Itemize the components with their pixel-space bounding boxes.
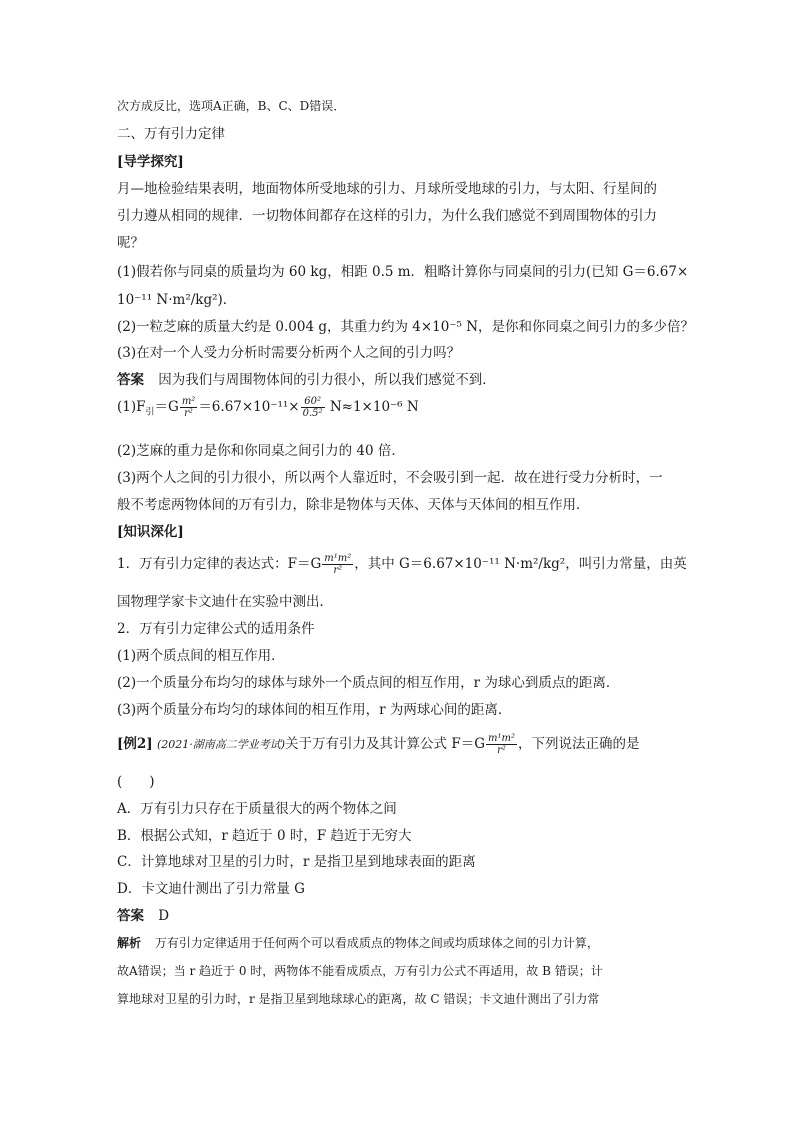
question-1-cont: 10⁻¹¹ N·m²/kg²)． (117, 292, 237, 308)
knowledge-2-item: (1)两个质点间的相互作用． (117, 648, 285, 664)
intro-line: 呢？ (117, 235, 144, 251)
section-title: 二、万有引力定律 (117, 126, 225, 142)
fraction-denominator: 0.5² (302, 408, 323, 419)
example-answer-label: 答案 (117, 908, 144, 924)
option-d: D．卡文迪什测出了引力常量 G (117, 881, 305, 897)
option-c: C．计算地球对卫星的引力时，r 是指卫星到地球表面的距离 (117, 854, 476, 870)
fraction-numerator: 60² (301, 396, 325, 408)
fraction-numerator: m² (181, 396, 196, 407)
calc-lhs: (1)F (117, 399, 146, 415)
calc-sub: 引 (145, 407, 155, 418)
answer-line (117, 371, 496, 389)
previous-text-line: 次方成反比，选项A正确，B、C、D错误． (117, 99, 346, 113)
example-2 (117, 733, 639, 756)
calc-mid: ＝6.67×10⁻¹¹× (198, 399, 300, 415)
k1-pre: 1．万有引力定律的表达式：F＝G (117, 556, 322, 572)
intro-line: 引力遵从相同的规律．一切物体间都存在这样的引力，为什么我们感觉不到周围物体的引力 (117, 208, 657, 224)
fraction-numerator: m¹m² (324, 553, 352, 564)
fraction (180, 396, 198, 419)
example-pre: 关于万有引力及其计算公式 F＝G (285, 736, 485, 752)
question-1: (1)假若你与同桌的质量均为 60 kg，相距 0.5 m．粗略计算你与同桌间的引力(已知 G＝6.67× (117, 264, 689, 280)
calc-rhs: N≈1×10⁻⁶ N (325, 399, 419, 415)
analysis-line: 算地球对卫星的引力时，r 是指卫星到地球球心的距离，故 C 错误；卡文迪什测出了引力常 (117, 992, 600, 1006)
knowledge-2-item: (3)两个质量分布均匀的球体间的相互作用，r 为两球心间的距离． (117, 702, 512, 718)
option-b: B．根据公式知，r 趋近于 0 时，F 趋近于无穷大 (117, 828, 412, 844)
knowledge-2-item: (2)一个质量分布均匀的球体与球外一个质点间的相互作用，r 为球心到质点的距离． (117, 675, 620, 691)
analysis-label: 解析 (117, 936, 142, 950)
calc-formula (117, 396, 419, 422)
question-3: (3)在对一个人受力分析时需要分析两个人之间的引力吗？ (117, 345, 461, 361)
fraction-denominator: r² (497, 745, 506, 756)
intro-line: 月—地检验结果表明，地面物体所受地球的引力、月球所受地球的引力，与太阳、行星间的 (117, 181, 657, 197)
example-answer (117, 907, 169, 925)
question-2: (2)一粒芝麻的质量大约是 0.004 g，其重力约为 4×10⁻⁵ N，是你和你同桌之间引力的多少倍？ (117, 319, 695, 335)
deepen-tag: [知识深化] (117, 524, 184, 540)
calc-eq: ＝G (154, 399, 179, 415)
analysis-text: 万有引力定律适用于任何两个可以看成质点的物体之间或均质球体之间的引力计算， (154, 936, 599, 950)
example-answer-value: D (158, 908, 170, 924)
answer-2: (2)芝麻的重力是你和你同桌之间引力的 40 倍． (117, 443, 405, 459)
knowledge-1-cont: 国物理学家卡文迪什在实验中测出． (117, 594, 333, 610)
analysis-line (117, 934, 599, 952)
answer-3-cont: 般不考虑两物体间的万有引力，除非是物体与天体、天体与天体间的相互作用． (117, 497, 590, 513)
knowledge-1 (117, 553, 687, 576)
answer-text: 因为我们与周围物体间的引力很小，所以我们感觉不到． (158, 372, 496, 388)
example-tag: [例2] (117, 736, 153, 752)
answer-label: 答案 (117, 372, 144, 388)
fraction-numerator: m¹m² (488, 733, 515, 744)
guide-tag: [导学探究] (117, 154, 184, 170)
option-a: A．万有引力只存在于质量很大的两个物体之间 (117, 801, 397, 817)
answer-3: (3)两个人之间的引力很小，所以两个人靠近时，不会吸引到一起．故在进行受力分析时，一 (117, 470, 663, 486)
fraction (486, 733, 517, 756)
fraction-denominator: r² (184, 408, 193, 419)
analysis-line: 故A错误；当 r 趋近于 0 时，两物体不能看成质点，万有引力公式不再适用，故 B 错误；计 (117, 964, 603, 978)
knowledge-2: 2．万有引力定律公式的适用条件 (117, 621, 315, 637)
answer-blank: ( ) (117, 774, 155, 790)
k1-post: ，其中 G＝6.67×10⁻¹¹ N·m²/kg²，叫引力常量，由英 (354, 556, 687, 572)
fraction (322, 553, 353, 576)
example-post: ，下列说法正确的是 (517, 736, 640, 752)
fraction-denominator: r² (333, 565, 343, 576)
fraction (301, 396, 325, 419)
example-source: (2021·湖南高二学业考试) (156, 738, 286, 751)
